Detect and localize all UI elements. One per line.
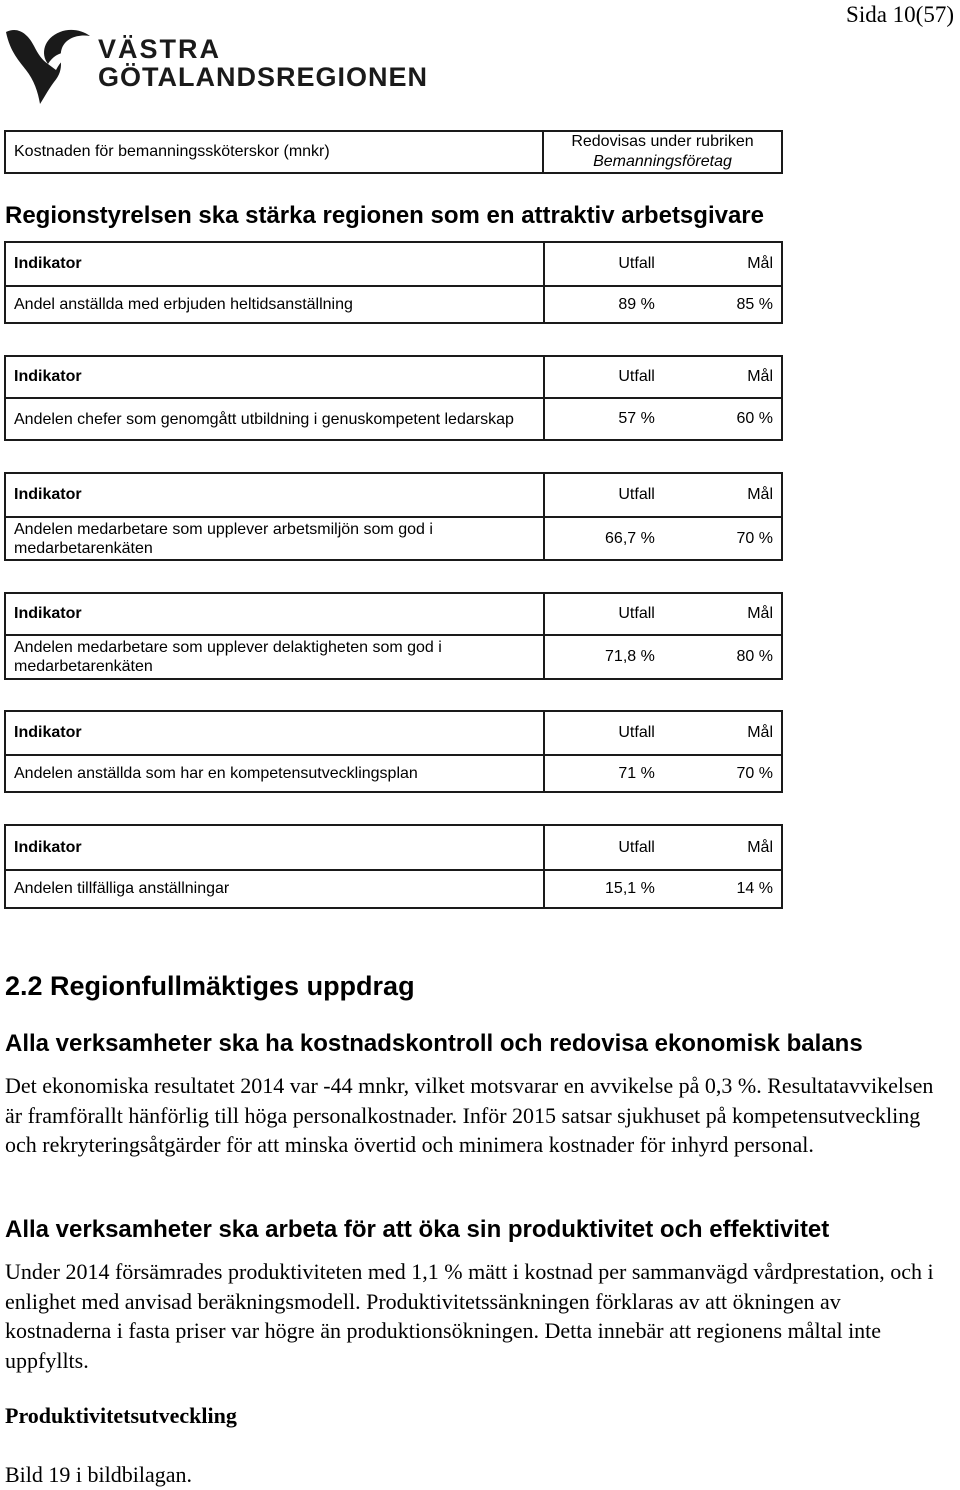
utfall-header: Utfall bbox=[544, 356, 663, 398]
indicator-table bbox=[4, 824, 783, 909]
indicator-header: Indikator bbox=[5, 711, 544, 755]
indicator-label: Andel anställda med erbjuden heltidsanställning bbox=[5, 286, 544, 323]
cost-table bbox=[4, 130, 783, 174]
paragraph-productivity: Under 2014 försämrades produktiviteten med 1,1 % mätt i kostnad per sammanvägd vårdprestation, och i enlighet med anvisad beräkningsmodell. Produktivitetssänkningen förklaras av att ökningen av kostnaderna i fasta priser var högre än produktionsökningen. Detta innebär att regionens måltal inte uppfyllts. bbox=[5, 1259, 934, 1373]
mal-header: Mål bbox=[663, 593, 782, 635]
indicator-mal: 70 % bbox=[663, 517, 782, 560]
indicator-table bbox=[4, 472, 783, 561]
page-number: Sida 10(57) bbox=[846, 2, 954, 27]
logo-mark-icon bbox=[4, 24, 94, 106]
indicator-header: Indikator bbox=[5, 593, 544, 635]
mal-header: Mål bbox=[663, 242, 782, 286]
indicator-mal: 60 % bbox=[663, 398, 782, 440]
indicator-mal: 85 % bbox=[663, 286, 782, 323]
indicator-label: Andelen medarbetare som upplever arbetsmiljön som god i medarbetarenkäten bbox=[5, 517, 544, 560]
cost-note bbox=[543, 131, 782, 173]
indicator-label: Andelen medarbetare som upplever delaktigheten som god i medarbetarenkäten bbox=[5, 635, 544, 679]
mal-header: Mål bbox=[663, 711, 782, 755]
section-title: Regionstyrelsen ska stärka regionen som en attraktiv arbetsgivare bbox=[5, 202, 764, 229]
subsection-title-development: Produktivitetsutveckling bbox=[5, 1403, 237, 1428]
utfall-header: Utfall bbox=[544, 473, 663, 517]
cost-note-line2: Bemanningsföretag bbox=[593, 153, 732, 170]
indicator-label: Andelen anställda som har en kompetensutvecklingsplan bbox=[5, 755, 544, 792]
mal-header: Mål bbox=[663, 356, 782, 398]
chapter-heading: 2.2 Regionfullmäktiges uppdrag bbox=[5, 971, 415, 1001]
indicator-utfall: 66,7 % bbox=[544, 517, 663, 560]
utfall-header: Utfall bbox=[544, 825, 663, 870]
logo-text-line2: GÖTALANDSREGIONEN bbox=[98, 62, 429, 92]
indicator-header: Indikator bbox=[5, 473, 544, 517]
indicator-label: Andelen chefer som genomgått utbildning i genuskompetent ledarskap bbox=[5, 398, 544, 440]
indicator-table bbox=[4, 710, 783, 793]
indicator-mal: 70 % bbox=[663, 755, 782, 792]
logo-text-line1: VÄSTRA bbox=[98, 34, 222, 64]
indicator-utfall: 71,8 % bbox=[544, 635, 663, 679]
cost-note-line1: Redovisas under rubriken bbox=[571, 133, 754, 150]
indicator-label: Andelen tillfälliga anställningar bbox=[5, 870, 544, 908]
paragraph-reference: Bild 19 i bildbilagan. bbox=[5, 1462, 192, 1487]
mal-header: Mål bbox=[663, 473, 782, 517]
indicator-utfall: 57 % bbox=[544, 398, 663, 440]
cost-label: Kostnaden för bemanningssköterskor (mnkr) bbox=[5, 131, 543, 173]
subsection-title-balance: Alla verksamheter ska ha kostnadskontroll och redovisa ekonomisk balans bbox=[5, 1030, 863, 1057]
region-logo bbox=[4, 24, 429, 108]
utfall-header: Utfall bbox=[544, 711, 663, 755]
indicator-table bbox=[4, 355, 783, 441]
paragraph-balance: Det ekonomiska resultatet 2014 var -44 mnkr, vilket motsvarar en avvikelse på 0,3 %. Resultatavvikelsen är framförallt hänförlig till höga personalkostnader. Inför 2015 satsar sjukhuset på kompetensutveckling och rekryteringsåtgärder för att minska övertid och minimera kostnader för inhyrd personal. bbox=[5, 1073, 934, 1157]
indicator-header: Indikator bbox=[5, 356, 544, 398]
indicator-utfall: 89 % bbox=[544, 286, 663, 323]
utfall-header: Utfall bbox=[544, 593, 663, 635]
indicator-table bbox=[4, 241, 783, 324]
indicator-utfall: 15,1 % bbox=[544, 870, 663, 908]
indicator-mal: 14 % bbox=[663, 870, 782, 908]
indicator-mal: 80 % bbox=[663, 635, 782, 679]
mal-header: Mål bbox=[663, 825, 782, 870]
utfall-header: Utfall bbox=[544, 242, 663, 286]
indicator-header: Indikator bbox=[5, 825, 544, 870]
indicator-table bbox=[4, 592, 783, 680]
indicator-header: Indikator bbox=[5, 242, 544, 286]
subsection-title-productivity: Alla verksamheter ska arbeta för att öka sin produktivitet och effektivitet bbox=[5, 1216, 830, 1243]
indicator-utfall: 71 % bbox=[544, 755, 663, 792]
